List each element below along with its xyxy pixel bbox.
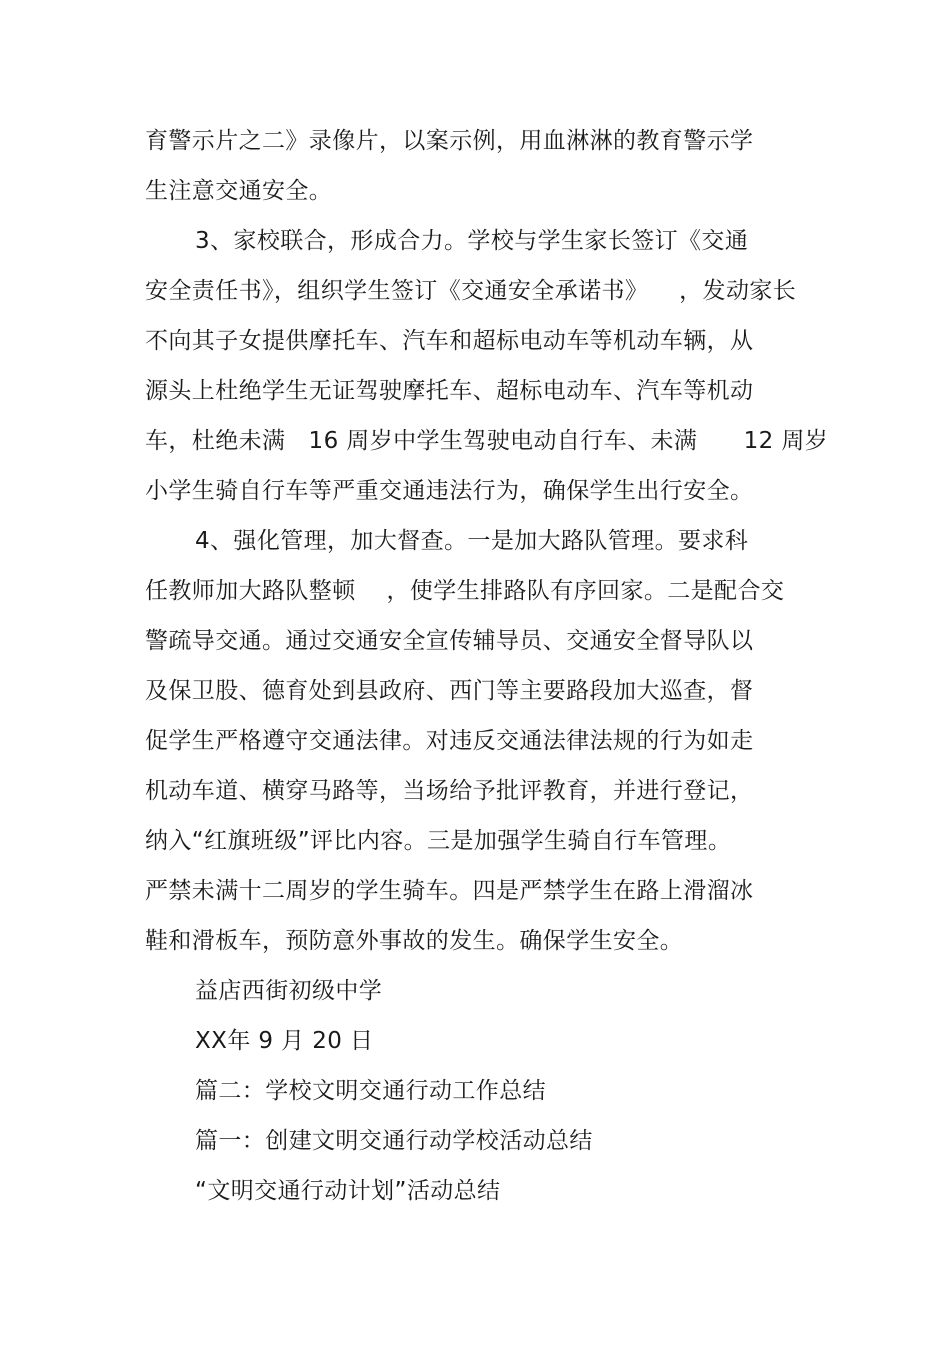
paragraph-line: 促学生严格遵守交通法律。对违反交通法律法规的行为如走 bbox=[145, 728, 754, 754]
paragraph-line: 车，杜绝未满 16 周岁中学生驾驶电动自行车、未满 12 周岁 bbox=[145, 428, 829, 454]
paragraph-line: 不向其子女提供摩托车、汽车和超标电动车等机动车辆，从 bbox=[145, 328, 754, 354]
section-heading: 篇二：学校文明交通行动工作总结 bbox=[195, 1078, 546, 1104]
signature-school: 益店西街初级中学 bbox=[195, 978, 383, 1004]
paragraph-line: 纳入“红旗班级”评比内容。三是加强学生骑自行车管理。 bbox=[145, 828, 732, 854]
paragraph-line: 鞋和滑板车，预防意外事故的发生。确保学生安全。 bbox=[145, 928, 684, 954]
paragraph-line: 源头上杜绝学生无证驾驶摩托车、超标电动车、汽车等机动 bbox=[145, 378, 754, 404]
paragraph-line: 任教师加大路队整顿 ，使学生排路队有序回家。二是配合交 bbox=[145, 578, 785, 604]
paragraph-line: 小学生骑自行车等严重交通违法行为，确保学生出行安全。 bbox=[145, 478, 754, 504]
paragraph-line: 机动车道、横穿马路等，当场给予批评教育，并进行登记， bbox=[145, 778, 754, 804]
article-title: “文明交通行动计划”活动总结 bbox=[195, 1178, 501, 1204]
paragraph-line: 生注意交通安全。 bbox=[145, 178, 333, 204]
paragraph-line: 安全责任书》，组织学生签订《交通安全承诺书》 ，发动家长 bbox=[145, 278, 797, 304]
paragraph-line: 及保卫股、德育处到县政府、西门等主要路段加大巡查，督 bbox=[145, 678, 754, 704]
paragraph-line: 4、强化管理，加大督查。一是加大路队管理。要求科 bbox=[195, 528, 749, 554]
paragraph-line: 严禁未满十二周岁的学生骑车。四是严禁学生在路上滑溜冰 bbox=[145, 878, 754, 904]
signature-date: XX年 9 月 20 日 bbox=[195, 1028, 374, 1054]
paragraph-line: 3、家校联合，形成合力。学校与学生家长签订《交通 bbox=[195, 228, 749, 254]
paragraph-line: 育警示片之二》录像片，以案示例，用血淋淋的教育警示学 bbox=[145, 128, 754, 154]
section-heading: 篇一：创建文明交通行动学校活动总结 bbox=[195, 1128, 593, 1154]
paragraph-line: 警疏导交通。通过交通安全宣传辅导员、交通安全督导队以 bbox=[145, 628, 754, 654]
